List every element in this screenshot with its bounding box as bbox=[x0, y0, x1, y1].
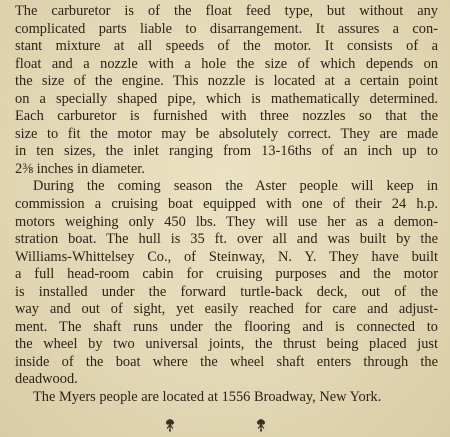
text-line: The carburetor is of the float feed type, but without any bbox=[15, 3, 438, 19]
text-line: a full head-room cabin for cruising purposes and the motor bbox=[15, 266, 438, 283]
text-line: commission a cruising boat equipped with one of their 24 h.p. bbox=[15, 196, 438, 213]
text-line: The Myers people are located at 1556 Broadway, New York. bbox=[33, 389, 382, 406]
text-line: Each carburetor is furnished with three nozzles so that the bbox=[15, 108, 438, 125]
text-line: is installed under the forward turtle-back deck, out of the bbox=[15, 283, 438, 300]
text-line: deadwood. bbox=[15, 371, 78, 388]
text-line: Williams-Whittelsey Co., of Steinway, N. Y. They have built bbox=[15, 248, 438, 265]
text-line: inside of the boat where the wheel shaft enters through the bbox=[15, 353, 438, 370]
text-line: in ten sizes, the inlet ranging from 13-16ths of an inch up to bbox=[15, 143, 438, 160]
text-line: stration boat. The hull is 35 ft. over all and was built by the bbox=[15, 231, 438, 248]
text-line: the wheel by two universal joints, the thrust being placed just bbox=[15, 336, 438, 353]
text-line: motors weighing only 450 lbs. They will use her as a demon- bbox=[15, 213, 438, 230]
text-line: ment. The shaft runs under the flooring and is connected to bbox=[15, 318, 438, 335]
ornament-row bbox=[0, 418, 450, 434]
text-line: size to fit the motor may be absolutely correct. They are made bbox=[15, 125, 438, 142]
text-line: the size of the engine. This nozzle is located at a certain point bbox=[15, 73, 438, 90]
paragraph-myers-location bbox=[15, 389, 438, 407]
text-line: float and a nozzle with a hole the size of which depends on bbox=[15, 55, 438, 72]
paragraph-aster-boat bbox=[15, 178, 438, 389]
text-line: During the coming season the Aster people will keep in bbox=[33, 178, 438, 195]
text-line: way and out of sight, yet easily reached for care and adjust- bbox=[15, 301, 438, 318]
text-line: 2⅜ inches in diameter. bbox=[15, 160, 145, 177]
fleuron-icon bbox=[164, 418, 176, 436]
text-line: complicated parts liable to disarrangement. It assures a con- bbox=[15, 20, 438, 37]
paragraph-carburetor bbox=[15, 3, 438, 178]
fleuron-icon bbox=[255, 418, 267, 436]
text-line: on a specially shaped pipe, which is mathematically determined. bbox=[15, 90, 438, 107]
text-line: stant mixture at all speeds of the motor. It consists of a bbox=[15, 38, 438, 55]
